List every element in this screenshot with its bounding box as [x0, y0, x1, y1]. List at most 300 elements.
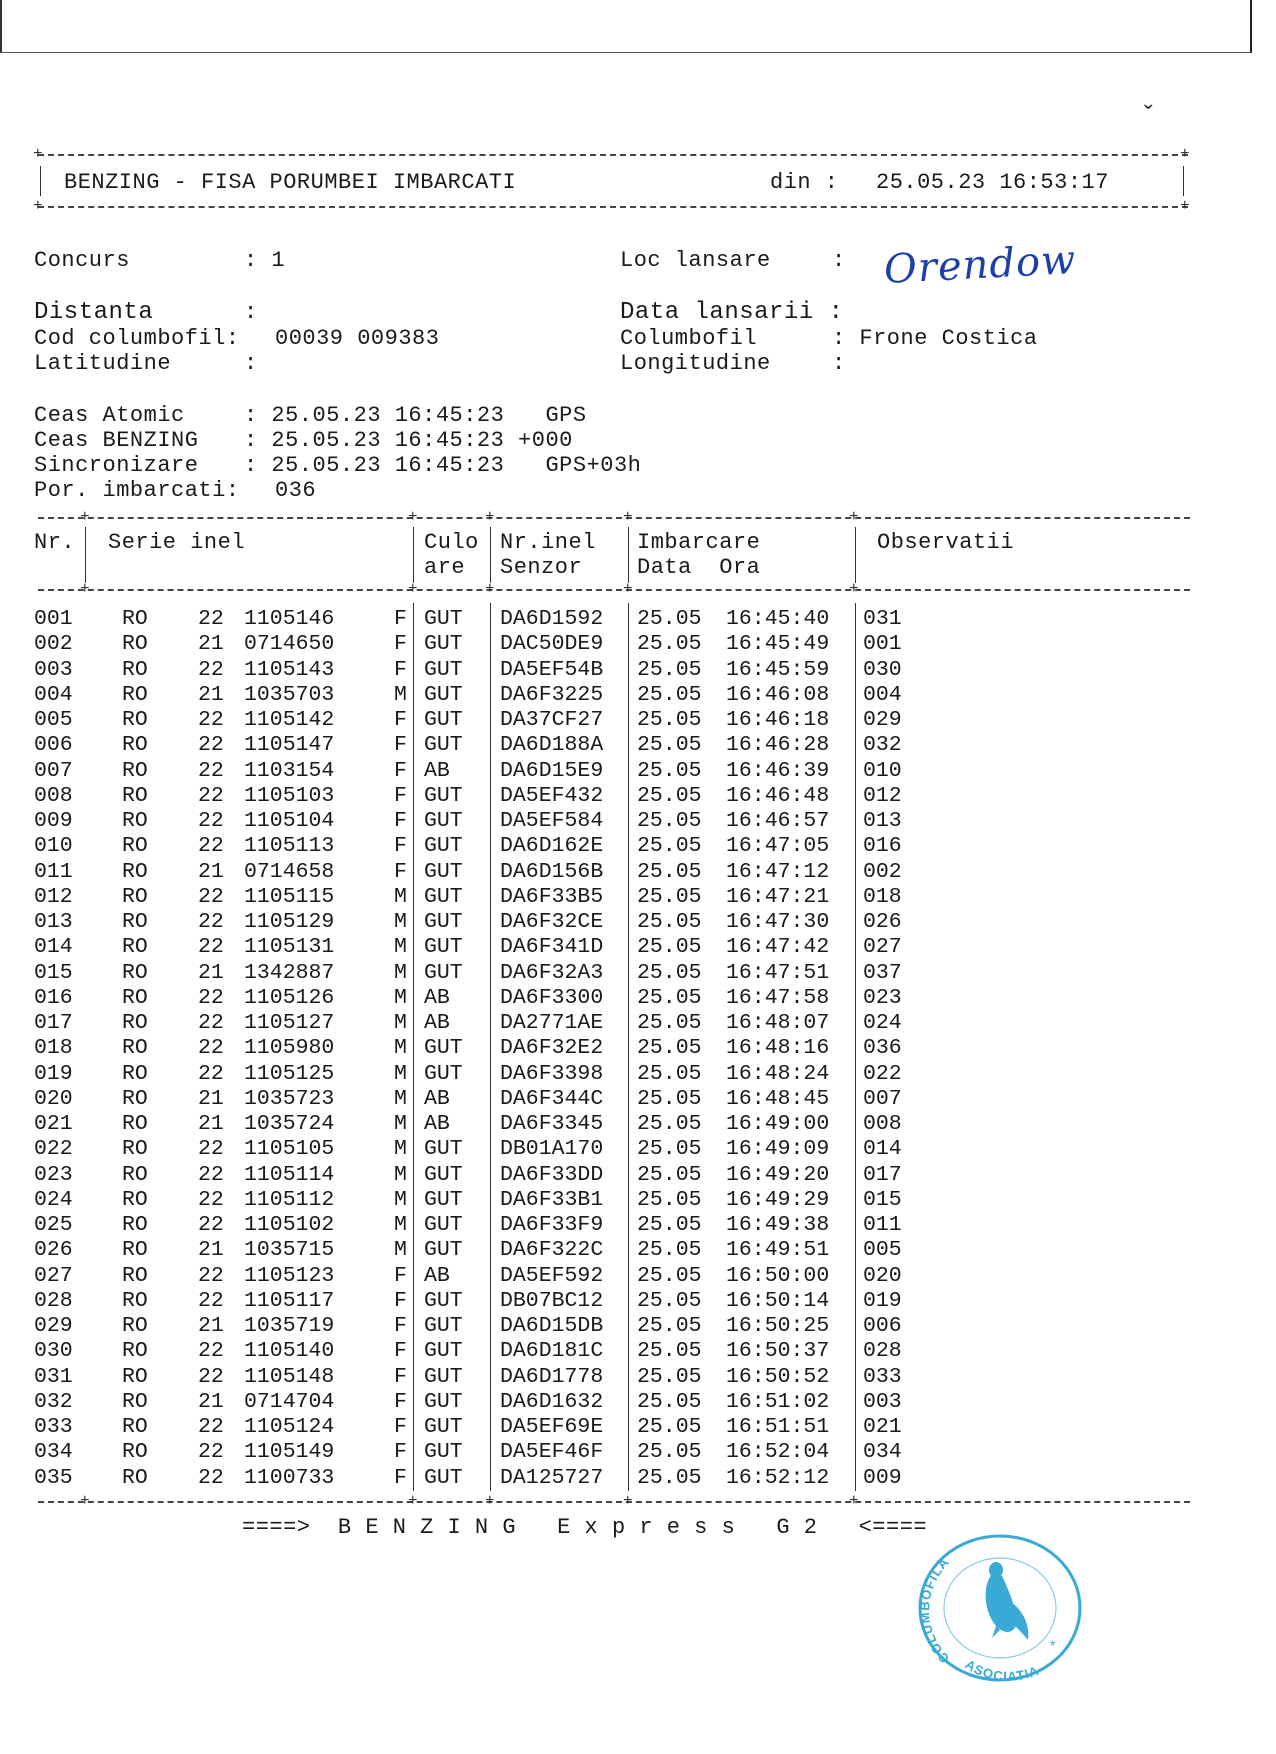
- cell-sensor: DA6D1632: [500, 1389, 604, 1414]
- col-sep-header: [855, 527, 856, 583]
- cell-sex: M: [394, 1086, 407, 1111]
- cell-country: RO: [122, 1213, 148, 1237]
- cell-date: 25.05: [637, 1314, 702, 1338]
- cell-year: 22: [198, 985, 224, 1010]
- table-row: [0, 607, 1200, 632]
- cell-sensor: DA5EF69E: [500, 1415, 604, 1439]
- cell-ring: 1105146: [244, 607, 335, 631]
- cell-color: GUT: [424, 607, 463, 631]
- cell-color: GUT: [424, 733, 463, 758]
- cell-ring: 0714650: [244, 632, 335, 657]
- cell-color: GUT: [424, 682, 463, 707]
- cell-country: RO: [122, 985, 148, 1010]
- cell-sex: M: [394, 1036, 407, 1061]
- data-lansarii-label: Data lansarii :: [620, 299, 844, 326]
- cell-sensor: DA5EF584: [500, 809, 604, 833]
- cell-sensor: DA6D15E9: [500, 758, 604, 783]
- table-row: [0, 733, 1200, 758]
- cell-time: 16:50:37: [726, 1339, 830, 1364]
- cell-ring: 0714658: [244, 859, 335, 884]
- cell-sex: F: [394, 859, 407, 884]
- table-row: [0, 1314, 1200, 1339]
- cell-time: 16:48:45: [726, 1086, 830, 1111]
- cell-nr: 022: [34, 1137, 73, 1162]
- cell-sensor: DA6F32CE: [500, 910, 604, 934]
- grid-plus: +: [623, 580, 633, 598]
- cell-obs: 032: [863, 733, 902, 758]
- cell-year: 21: [198, 1238, 224, 1263]
- cell-date: 25.05: [637, 809, 702, 833]
- cell-ring: 1035724: [244, 1112, 335, 1136]
- cell-color: GUT: [424, 1389, 463, 1414]
- cell-ring: 0714704: [244, 1389, 335, 1414]
- cell-sensor: DA6F3398: [500, 1061, 604, 1086]
- table-row: [0, 1238, 1200, 1263]
- cell-color: AB: [424, 1086, 450, 1111]
- cell-color: GUT: [424, 1187, 463, 1212]
- ceas-benzing-value: : 25.05.23 16:45:23 +000: [244, 428, 573, 453]
- association-stamp: [912, 1530, 1088, 1686]
- cell-obs: 005: [863, 1238, 902, 1263]
- cell-time: 16:50:25: [726, 1314, 830, 1338]
- cell-nr: 031: [34, 1364, 73, 1389]
- cell-nr: 004: [34, 682, 73, 707]
- cell-nr: 033: [34, 1415, 73, 1439]
- table-row: [0, 885, 1200, 910]
- cell-sex: M: [394, 1112, 407, 1136]
- table-row: [0, 1365, 1200, 1390]
- cell-color: GUT: [424, 708, 463, 732]
- cell-sex: M: [394, 1137, 407, 1162]
- cell-time: 16:52:04: [726, 1440, 830, 1465]
- cell-ring: 1035715: [244, 1238, 335, 1263]
- cell-color: GUT: [424, 884, 463, 909]
- table-row: [0, 1466, 1200, 1491]
- document-title: BENZING - FISA PORUMBEI IMBARCATI: [64, 170, 517, 195]
- cell-country: RO: [122, 1389, 148, 1414]
- cell-color: AB: [424, 758, 450, 783]
- col-header-imbarcare-1: Imbarcare: [637, 530, 761, 555]
- cell-time: 16:46:08: [726, 682, 830, 707]
- cell-obs: 003: [863, 1389, 902, 1414]
- col-sep-header: [413, 527, 414, 583]
- cell-obs: 019: [863, 1288, 902, 1313]
- cell-obs: 034: [863, 1440, 902, 1465]
- cell-date: 25.05: [637, 607, 702, 631]
- cell-country: RO: [122, 1086, 148, 1111]
- cell-country: RO: [122, 1288, 148, 1313]
- stamp-text-left: COLUMBOFILA: [916, 1554, 953, 1667]
- cell-date: 25.05: [637, 1086, 702, 1111]
- cell-sensor: DB07BC12: [500, 1288, 604, 1313]
- cell-time: 16:47:51: [726, 960, 830, 985]
- columbofil-label: Columbofil: [620, 326, 758, 351]
- grid-plus: +: [408, 580, 418, 598]
- cell-year: 22: [198, 1213, 224, 1237]
- cell-date: 25.05: [637, 1187, 702, 1212]
- table-row: [0, 860, 1200, 885]
- cell-nr: 035: [34, 1465, 73, 1490]
- concurs-label: Concurs: [34, 248, 130, 273]
- cell-date: 25.05: [637, 1389, 702, 1414]
- title-box-top-border: [38, 154, 1188, 156]
- pigeon-stamp-icon: [986, 1562, 1029, 1640]
- cell-color: GUT: [424, 935, 463, 960]
- cell-nr: 002: [34, 632, 73, 657]
- cell-nr: 020: [34, 1086, 73, 1111]
- cell-obs: 012: [863, 783, 902, 808]
- cell-nr: 001: [34, 607, 73, 631]
- cell-date: 25.05: [637, 884, 702, 909]
- stamp-star-icon: *: [1050, 1637, 1056, 1653]
- cell-color: GUT: [424, 1465, 463, 1490]
- cell-ring: 1105124: [244, 1415, 335, 1439]
- col-header-imbarcare-2: Data Ora: [637, 555, 761, 580]
- cell-nr: 017: [34, 1011, 73, 1035]
- page-edge-top: [0, 0, 1252, 53]
- page-edge-left: [0, 0, 2, 52]
- cell-obs: 018: [863, 884, 902, 909]
- cell-year: 22: [198, 1364, 224, 1389]
- cell-year: 22: [198, 1339, 224, 1364]
- cell-sensor: DA5EF46F: [500, 1440, 604, 1465]
- cell-date: 25.05: [637, 1061, 702, 1086]
- cell-year: 22: [198, 1187, 224, 1212]
- cell-obs: 008: [863, 1112, 902, 1136]
- cell-sensor: DB01A170: [500, 1137, 604, 1162]
- cell-time: 16:49:51: [726, 1238, 830, 1263]
- cell-time: 16:50:00: [726, 1263, 830, 1288]
- cell-nr: 015: [34, 960, 73, 985]
- cell-year: 22: [198, 708, 224, 732]
- cell-date: 25.05: [637, 733, 702, 758]
- table-row: [0, 1163, 1200, 1188]
- cell-date: 25.05: [637, 1112, 702, 1136]
- cell-sensor: DA6D156B: [500, 859, 604, 884]
- cell-nr: 030: [34, 1339, 73, 1364]
- cell-ring: 1035723: [244, 1086, 335, 1111]
- cell-nr: 023: [34, 1162, 73, 1187]
- cell-sex: F: [394, 758, 407, 783]
- cell-year: 21: [198, 1389, 224, 1414]
- cell-country: RO: [122, 1061, 148, 1086]
- cell-year: 22: [198, 657, 224, 682]
- table-row: [0, 1440, 1200, 1465]
- pen-tick-mark: ˇ: [1144, 100, 1153, 130]
- grid-plus: +: [849, 580, 859, 598]
- cell-sensor: DA5EF432: [500, 783, 604, 808]
- cell-time: 16:46:18: [726, 708, 830, 732]
- cell-nr: 007: [34, 758, 73, 783]
- cell-date: 25.05: [637, 985, 702, 1010]
- cell-obs: 010: [863, 758, 902, 783]
- cell-country: RO: [122, 733, 148, 758]
- col-header-nr-inel-1: Nr.inel: [500, 530, 596, 555]
- cell-time: 16:48:24: [726, 1061, 830, 1086]
- cell-year: 22: [198, 1415, 224, 1439]
- cell-ring: 1105102: [244, 1213, 335, 1237]
- cell-time: 16:48:07: [726, 1011, 830, 1035]
- table-row: [0, 1289, 1200, 1314]
- cell-date: 25.05: [637, 1364, 702, 1389]
- cell-color: GUT: [424, 1137, 463, 1162]
- cell-date: 25.05: [637, 960, 702, 985]
- col-header-culoare-2: are: [424, 555, 466, 580]
- cell-sensor: DA37CF27: [500, 708, 604, 732]
- cell-time: 16:46:57: [726, 809, 830, 833]
- table-row: [0, 1339, 1200, 1364]
- cell-sex: M: [394, 1187, 407, 1212]
- grid-plus: +: [849, 508, 859, 526]
- table-row: [0, 1087, 1200, 1112]
- cell-color: GUT: [424, 1213, 463, 1237]
- cell-color: GUT: [424, 632, 463, 657]
- print-datetime: 25.05.23 16:53:17: [876, 170, 1109, 195]
- footer-banner: ====> B E N Z I N G E x p r e s s G 2 <====: [242, 1515, 928, 1540]
- cell-sex: M: [394, 1011, 407, 1035]
- cell-ring: 1035719: [244, 1314, 335, 1338]
- cell-nr: 027: [34, 1263, 73, 1288]
- cell-sensor: DA6D1592: [500, 607, 604, 631]
- cell-date: 25.05: [637, 758, 702, 783]
- ceas-benzing-label: Ceas BENZING: [34, 428, 199, 453]
- cell-time: 16:47:05: [726, 834, 830, 859]
- cell-sex: F: [394, 1364, 407, 1389]
- cell-country: RO: [122, 910, 148, 934]
- cell-time: 16:45:49: [726, 632, 830, 657]
- grid-plus: +: [623, 508, 633, 526]
- cell-ring: 1105103: [244, 783, 335, 808]
- cell-date: 25.05: [637, 1137, 702, 1162]
- cell-obs: 024: [863, 1011, 902, 1035]
- stamp-text-bottom: ASOCIATIA: [962, 1656, 1042, 1684]
- table-row: [0, 910, 1200, 935]
- cell-obs: 009: [863, 1465, 902, 1490]
- cell-time: 16:47:21: [726, 884, 830, 909]
- cell-sensor: DA6D162E: [500, 834, 604, 859]
- col-header-culoare-1: Culo: [424, 530, 479, 555]
- cell-sex: F: [394, 834, 407, 859]
- cell-obs: 036: [863, 1036, 902, 1061]
- cell-sensor: DA6F341D: [500, 935, 604, 960]
- cell-country: RO: [122, 1162, 148, 1187]
- col-sep-header: [85, 527, 86, 583]
- cell-nr: 014: [34, 935, 73, 960]
- loc-lansare-label: Loc lansare: [620, 248, 771, 273]
- cell-date: 25.05: [637, 783, 702, 808]
- cell-year: 22: [198, 758, 224, 783]
- cell-time: 16:47:58: [726, 985, 830, 1010]
- cell-country: RO: [122, 632, 148, 657]
- cell-nr: 016: [34, 985, 73, 1010]
- cell-color: GUT: [424, 1061, 463, 1086]
- table-row: [0, 809, 1200, 834]
- corner-plus: +: [33, 197, 43, 215]
- cell-country: RO: [122, 834, 148, 859]
- cell-ring: 1035703: [244, 682, 335, 707]
- cod-columbofil-value: 00039 009383: [275, 326, 440, 351]
- cell-country: RO: [122, 1314, 148, 1338]
- cell-obs: 027: [863, 935, 902, 960]
- cell-date: 25.05: [637, 834, 702, 859]
- table-row: [0, 683, 1200, 708]
- cell-nr: 011: [34, 859, 73, 884]
- cell-sensor: DA6F3225: [500, 682, 604, 707]
- ceas-atomic-label: Ceas Atomic: [34, 403, 185, 428]
- cell-country: RO: [122, 1339, 148, 1364]
- cell-sex: F: [394, 1389, 407, 1414]
- cell-country: RO: [122, 1036, 148, 1061]
- grid-plus: +: [80, 580, 90, 598]
- cell-country: RO: [122, 758, 148, 783]
- cell-sex: M: [394, 1061, 407, 1086]
- cell-time: 16:51:51: [726, 1415, 830, 1439]
- cell-obs: 015: [863, 1187, 902, 1212]
- grid-plus: +: [80, 508, 90, 526]
- cell-ring: 1342887: [244, 960, 335, 985]
- grid-plus: +: [408, 508, 418, 526]
- cell-obs: 017: [863, 1162, 902, 1187]
- cell-sensor: DA5EF592: [500, 1263, 604, 1288]
- cell-sex: F: [394, 1440, 407, 1465]
- cell-year: 22: [198, 607, 224, 631]
- cell-ring: 1105980: [244, 1036, 335, 1061]
- cell-country: RO: [122, 1137, 148, 1162]
- cell-obs: 037: [863, 960, 902, 985]
- cell-ring: 1103154: [244, 758, 335, 783]
- cell-date: 25.05: [637, 1288, 702, 1313]
- cell-time: 16:49:00: [726, 1112, 830, 1136]
- cell-year: 22: [198, 1011, 224, 1035]
- cell-sensor: DA6D15DB: [500, 1314, 604, 1338]
- cell-obs: 007: [863, 1086, 902, 1111]
- cell-obs: 011: [863, 1213, 902, 1237]
- cell-sensor: DA6D181C: [500, 1339, 604, 1364]
- cell-time: 16:49:09: [726, 1137, 830, 1162]
- cell-sex: M: [394, 884, 407, 909]
- cell-obs: 021: [863, 1415, 902, 1439]
- cell-time: 16:48:16: [726, 1036, 830, 1061]
- cell-year: 22: [198, 1465, 224, 1490]
- cell-nr: 006: [34, 733, 73, 758]
- cell-time: 16:51:02: [726, 1389, 830, 1414]
- table-header-top-border: [38, 517, 1190, 519]
- cell-year: 21: [198, 960, 224, 985]
- latitudine-value: :: [244, 351, 258, 376]
- cell-obs: 026: [863, 910, 902, 934]
- cell-sensor: DA6F3300: [500, 985, 604, 1010]
- cell-color: GUT: [424, 1440, 463, 1465]
- cell-time: 16:46:28: [726, 733, 830, 758]
- grid-plus: +: [485, 1492, 495, 1510]
- cell-color: GUT: [424, 834, 463, 859]
- cell-date: 25.05: [637, 1440, 702, 1465]
- cell-date: 25.05: [637, 1036, 702, 1061]
- cell-ring: 1105147: [244, 733, 335, 758]
- table-row: [0, 632, 1200, 657]
- grid-plus: +: [623, 1492, 633, 1510]
- table-row: [0, 1036, 1200, 1061]
- cell-year: 21: [198, 859, 224, 884]
- cell-nr: 029: [34, 1314, 73, 1338]
- cell-time: 16:47:42: [726, 935, 830, 960]
- cell-sex: M: [394, 910, 407, 934]
- cell-ring: 1105129: [244, 910, 335, 934]
- cell-color: GUT: [424, 1415, 463, 1439]
- cell-sensor: DA6F32E2: [500, 1036, 604, 1061]
- table-row: [0, 1137, 1200, 1162]
- cell-sensor: DA6D188A: [500, 733, 604, 758]
- cell-color: GUT: [424, 910, 463, 934]
- cell-ring: 1105127: [244, 1011, 335, 1035]
- cell-color: GUT: [424, 1364, 463, 1389]
- cell-ring: 1105143: [244, 657, 335, 682]
- cell-nr: 019: [34, 1061, 73, 1086]
- cell-year: 21: [198, 1112, 224, 1136]
- cell-obs: 029: [863, 708, 902, 732]
- cell-country: RO: [122, 783, 148, 808]
- cell-time: 16:50:14: [726, 1288, 830, 1313]
- cell-sex: F: [394, 1339, 407, 1364]
- cell-date: 25.05: [637, 859, 702, 884]
- sincronizare-value: : 25.05.23 16:45:23 GPS+03h: [244, 453, 642, 478]
- cell-color: AB: [424, 985, 450, 1010]
- cell-year: 22: [198, 1137, 224, 1162]
- table-row: [0, 961, 1200, 986]
- cell-date: 25.05: [637, 1465, 702, 1490]
- cell-country: RO: [122, 1112, 148, 1136]
- cell-color: GUT: [424, 1162, 463, 1187]
- table-header-bottom-border: [38, 589, 1190, 591]
- cell-time: 16:49:38: [726, 1213, 830, 1237]
- cell-color: GUT: [424, 1314, 463, 1338]
- cell-year: 21: [198, 682, 224, 707]
- pigeons-embarked-label: Por. imbarcati:: [34, 478, 240, 503]
- cell-year: 21: [198, 1086, 224, 1111]
- corner-plus: +: [1180, 197, 1190, 215]
- table-bottom-border: [38, 1501, 1190, 1503]
- cell-sensor: DA6F322C: [500, 1238, 604, 1263]
- cell-color: GUT: [424, 809, 463, 833]
- cell-date: 25.05: [637, 1162, 702, 1187]
- cell-sensor: DA6D1778: [500, 1364, 604, 1389]
- col-header-nr: Nr.: [34, 530, 76, 555]
- cell-year: 22: [198, 1061, 224, 1086]
- cell-obs: 031: [863, 607, 902, 631]
- cell-ring: 1105126: [244, 985, 335, 1010]
- col-sep-header: [490, 527, 491, 583]
- cell-sensor: DAC50DE9: [500, 632, 604, 657]
- cell-year: 22: [198, 910, 224, 934]
- cell-date: 25.05: [637, 682, 702, 707]
- cell-obs: 014: [863, 1137, 902, 1162]
- cell-country: RO: [122, 682, 148, 707]
- cell-color: GUT: [424, 783, 463, 808]
- cell-ring: 1105140: [244, 1339, 335, 1364]
- cell-date: 25.05: [637, 708, 702, 732]
- cell-sex: F: [394, 783, 407, 808]
- cell-date: 25.05: [637, 1011, 702, 1035]
- cell-sensor: DA6F33DD: [500, 1162, 604, 1187]
- distanta-label: Distanta: [34, 299, 154, 326]
- corner-plus: +: [1180, 145, 1190, 163]
- cell-ring: 1105104: [244, 809, 335, 833]
- cell-sensor: DA2771AE: [500, 1011, 604, 1035]
- col-sep-header: [628, 527, 629, 583]
- cell-obs: 033: [863, 1364, 902, 1389]
- ceas-atomic-value: : 25.05.23 16:45:23 GPS: [244, 403, 587, 428]
- cell-time: 16:45:40: [726, 607, 830, 631]
